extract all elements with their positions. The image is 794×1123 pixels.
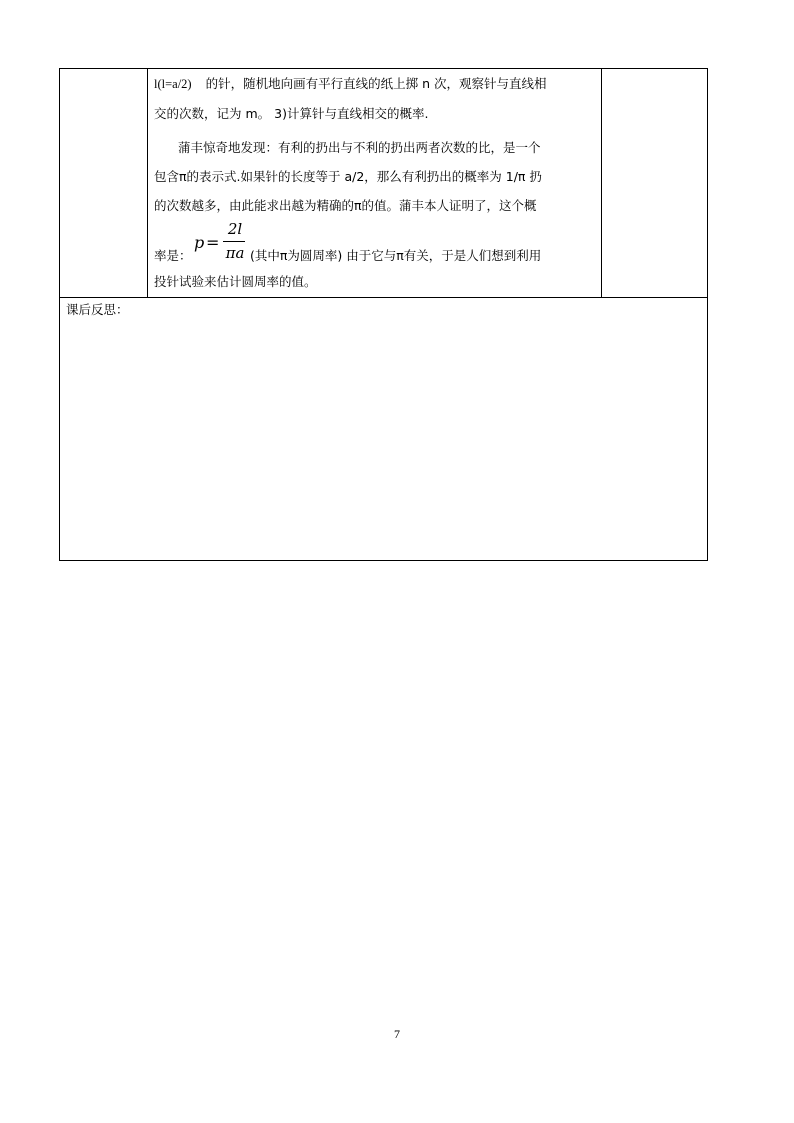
formula-lhs: p (194, 233, 205, 252)
formula-denominator: πa (225, 244, 245, 262)
needle-length-label: l(l=a/2) (154, 77, 192, 91)
reflection-row (60, 298, 707, 560)
content-line-4: 包含π的表示式.如果针的长度等于 a/2，那么有利扔出的概率为 1/π 扔 (154, 169, 542, 184)
formula-equals: = (206, 233, 220, 252)
content-line-1 (154, 76, 546, 92)
content-line-2: 交的次数，记为 m。 3)计算针与直线相交的概率. (154, 106, 429, 121)
lesson-table (59, 68, 708, 561)
reflection-label: 课后反思： (66, 302, 129, 317)
left-cell (60, 69, 148, 297)
formula-numerator: 2l (227, 220, 243, 238)
content-line-6-prefix: 率是： (154, 248, 192, 263)
content-row (60, 69, 707, 298)
page-number: 7 (394, 1027, 400, 1041)
right-cell (602, 69, 707, 297)
content-line-7: 投针试验来估计圆周率的值。 (154, 274, 317, 289)
probability-formula (194, 218, 248, 264)
formula-fraction-bar (223, 241, 245, 242)
content-line-3: 蒲丰惊奇地发现：有利的扔出与不利的扔出两者次数的比，是一个 (178, 140, 541, 155)
content-line-6-suffix: (其中π为圆周率) 由于它与π有关，于是人们想到利用 (250, 248, 542, 263)
content-line-5: 的次数越多，由此能求出越为精确的π的值。蒲丰本人证明了，这个概 (154, 198, 537, 213)
content-cell (148, 69, 602, 297)
content-line-1-text: 的针，随机地向画有平行直线的纸上掷 n 次，观察针与直线相 (205, 76, 547, 91)
